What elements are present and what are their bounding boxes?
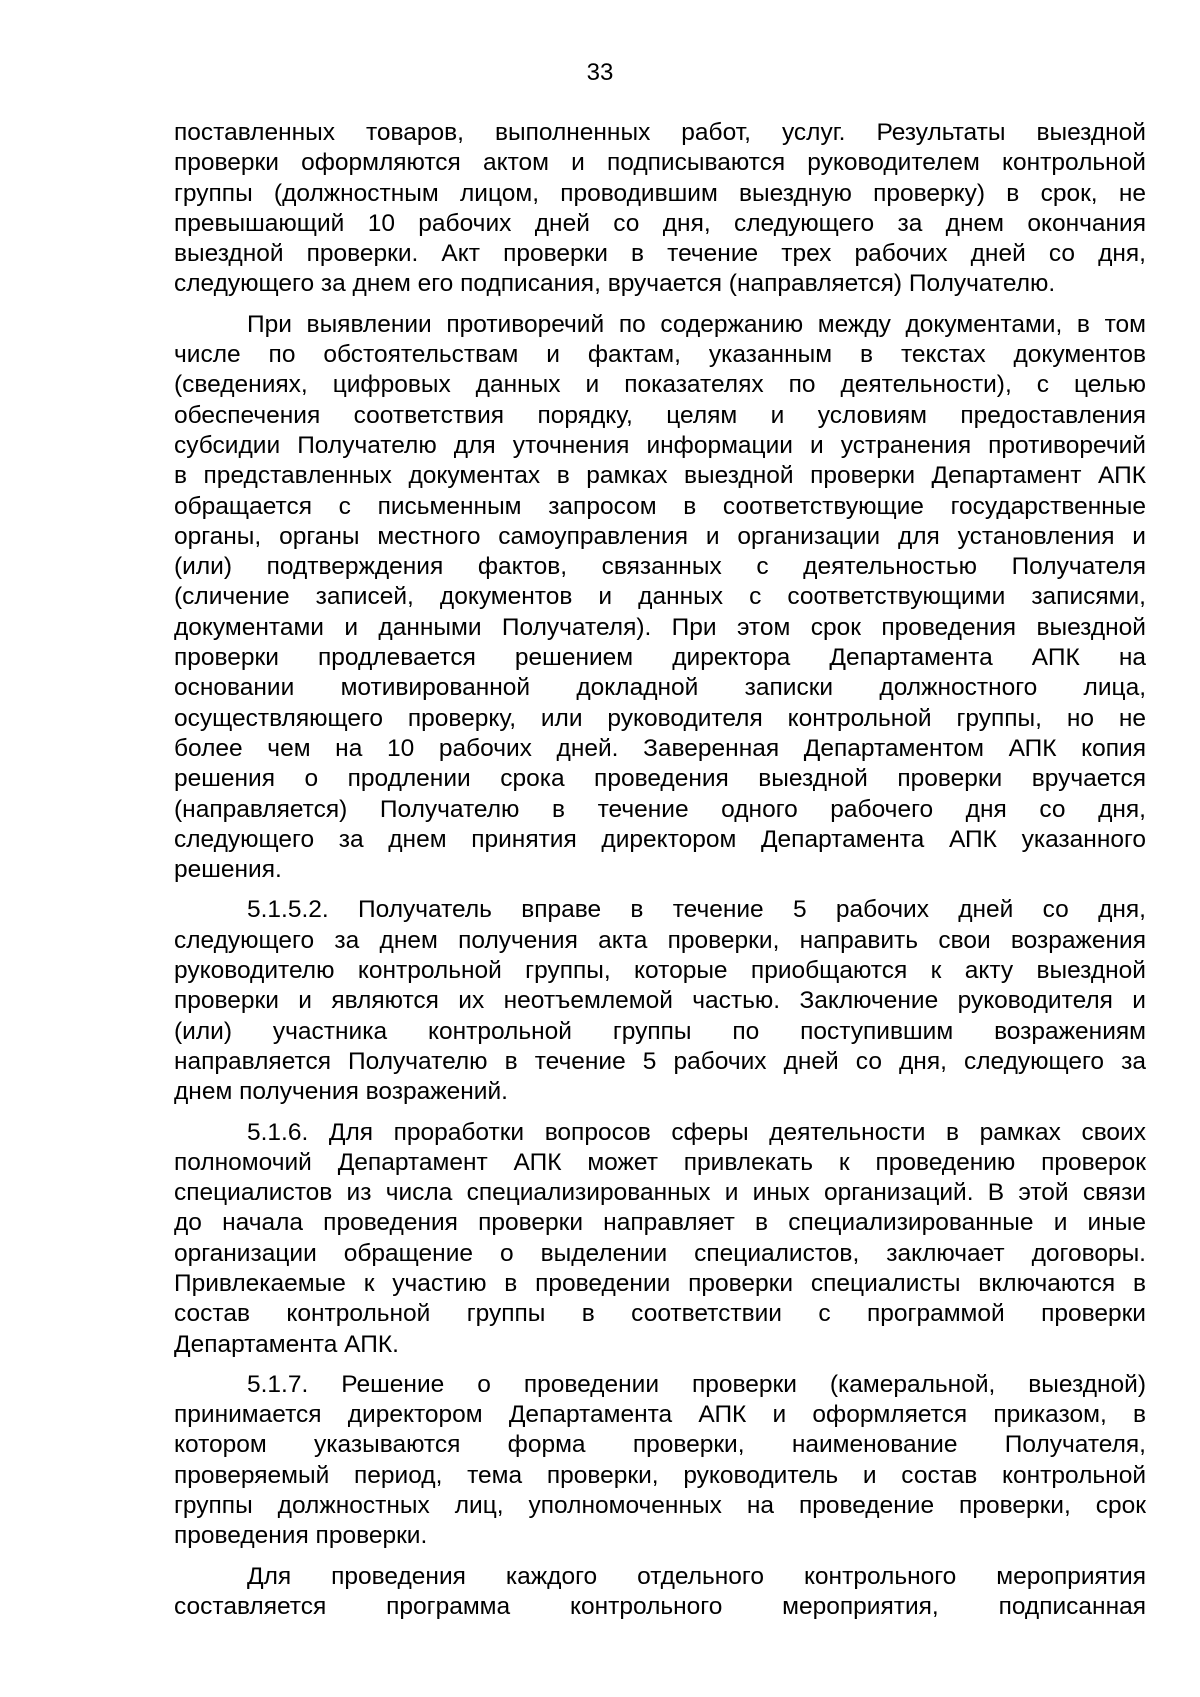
text-line: проверки продлевается решением директора Департамента АПК на bbox=[174, 644, 1146, 672]
paragraph bbox=[174, 1562, 1146, 1623]
text-line: Департамента АПК. bbox=[174, 1330, 399, 1358]
text-line: следующего за днем его подписания, вручается (направляется) Получателю. bbox=[174, 270, 1056, 298]
paragraph bbox=[174, 1118, 1146, 1360]
text-line: решения. bbox=[174, 856, 282, 884]
text-line: до начала проведения проверки направляет в специализированные и иные bbox=[174, 1209, 1146, 1237]
text-line: (или) подтверждения фактов, связанных с деятельностью Получателя bbox=[174, 553, 1146, 581]
paragraph bbox=[174, 895, 1146, 1107]
paragraph bbox=[174, 118, 1146, 300]
text-line: основании мотивированной докладной записки должностного лица, bbox=[174, 674, 1146, 702]
text-line: группы должностных лиц, уполномоченных на проведение проверки, срок bbox=[174, 1492, 1146, 1520]
text-line: 5.1.5.2. Получатель вправе в течение 5 рабочих дней со дня, bbox=[247, 896, 1146, 924]
text-line: специалистов из числа специализированных и иных организаций. В этой связи bbox=[174, 1179, 1146, 1207]
text-line: При выявлении противоречий по содержанию между документами, в том bbox=[247, 310, 1146, 338]
text-line: организации обращение о выделении специалистов, заключает договоры. bbox=[174, 1239, 1146, 1267]
text-line: проверки и являются их неотъемлемой частью. Заключение руководителя и bbox=[174, 987, 1146, 1015]
text-line: днем получения возражений. bbox=[174, 1078, 508, 1106]
text-line: превышающий 10 рабочих дней со дня, следующего за днем окончания bbox=[174, 209, 1146, 237]
text-line: в представленных документах в рамках выездной проверки Департамент АПК bbox=[174, 462, 1146, 490]
paragraph bbox=[174, 310, 1146, 886]
text-line: числе по обстоятельствам и фактам, указанным в текстах документов bbox=[174, 341, 1146, 369]
text-line: проверки оформляются актом и подписываются руководителем контрольной bbox=[174, 149, 1146, 177]
text-line: котором указываются форма проверки, наименование Получателя, bbox=[174, 1431, 1146, 1459]
text-line: направляется Получателю в течение 5 рабочих дней со дня, следующего за bbox=[174, 1047, 1146, 1075]
text-line: (сличение записей, документов и данных с соответствующими записями, bbox=[174, 583, 1146, 611]
text-line: принимается директором Департамента АПК и оформляется приказом, в bbox=[174, 1401, 1146, 1429]
text-line: выездной проверки. Акт проверки в течение трех рабочих дней со дня, bbox=[174, 240, 1146, 268]
text-line: полномочий Департамент АПК может привлекать к проведению проверок bbox=[174, 1148, 1146, 1176]
text-line: более чем на 10 рабочих дней. Заверенная Департаментом АПК копия bbox=[174, 734, 1146, 762]
text-line: обеспечения соответствия порядку, целям и условиям предоставления bbox=[174, 401, 1146, 429]
page-number: 33 bbox=[586, 59, 614, 86]
text-line: (направляется) Получателю в течение одного рабочего дня со дня, bbox=[174, 795, 1146, 823]
text-line: документами и данными Получателя). При этом срок проведения выездной bbox=[174, 613, 1146, 641]
text-line: Для проведения каждого отдельного контрольного мероприятия bbox=[247, 1562, 1146, 1590]
text-line: состав контрольной группы в соответствии с программой проверки bbox=[174, 1300, 1146, 1328]
paragraph bbox=[174, 1370, 1146, 1552]
text-line: следующего за днем принятия директором Департамента АПК указанного bbox=[174, 825, 1146, 853]
text-line: субсидии Получателю для уточнения информации и устранения противоречий bbox=[174, 431, 1146, 459]
text-line: обращается с письменным запросом в соответствующие государственные bbox=[174, 492, 1146, 520]
text-line: органы, органы местного самоуправления и организации для установления и bbox=[174, 522, 1146, 550]
text-line: решения о продлении срока проведения выездной проверки вручается bbox=[174, 765, 1146, 793]
text-line: (или) участника контрольной группы по поступившим возражениям bbox=[174, 1017, 1146, 1045]
text-line: следующего за днем получения акта проверки, направить свои возражения bbox=[174, 926, 1146, 954]
text-line: 5.1.7. Решение о проведении проверки (камеральной, выездной) bbox=[247, 1370, 1146, 1398]
text-line: 5.1.6. Для проработки вопросов сферы деятельности в рамках своих bbox=[247, 1118, 1146, 1146]
text-line: руководителю контрольной группы, которые приобщаются к акту выездной bbox=[174, 957, 1146, 985]
text-line: проведения проверки. bbox=[174, 1522, 428, 1550]
document-body bbox=[174, 118, 1146, 1632]
text-line: проверяемый период, тема проверки, руководитель и состав контрольной bbox=[174, 1461, 1146, 1489]
text-line: (сведениях, цифровых данных и показателях по деятельности), с целью bbox=[174, 371, 1146, 399]
text-line: группы (должностным лицом, проводившим выездную проверку) в срок, не bbox=[174, 179, 1146, 207]
text-line: составляется программа контрольного мероприятия, подписанная bbox=[174, 1592, 1146, 1620]
text-line: Привлекаемые к участию в проведении проверки специалисты включаются в bbox=[174, 1269, 1146, 1297]
text-line: осуществляющего проверку, или руководителя контрольной группы, но не bbox=[174, 704, 1146, 732]
text-line: поставленных товаров, выполненных работ, услуг. Результаты выездной bbox=[174, 119, 1146, 146]
